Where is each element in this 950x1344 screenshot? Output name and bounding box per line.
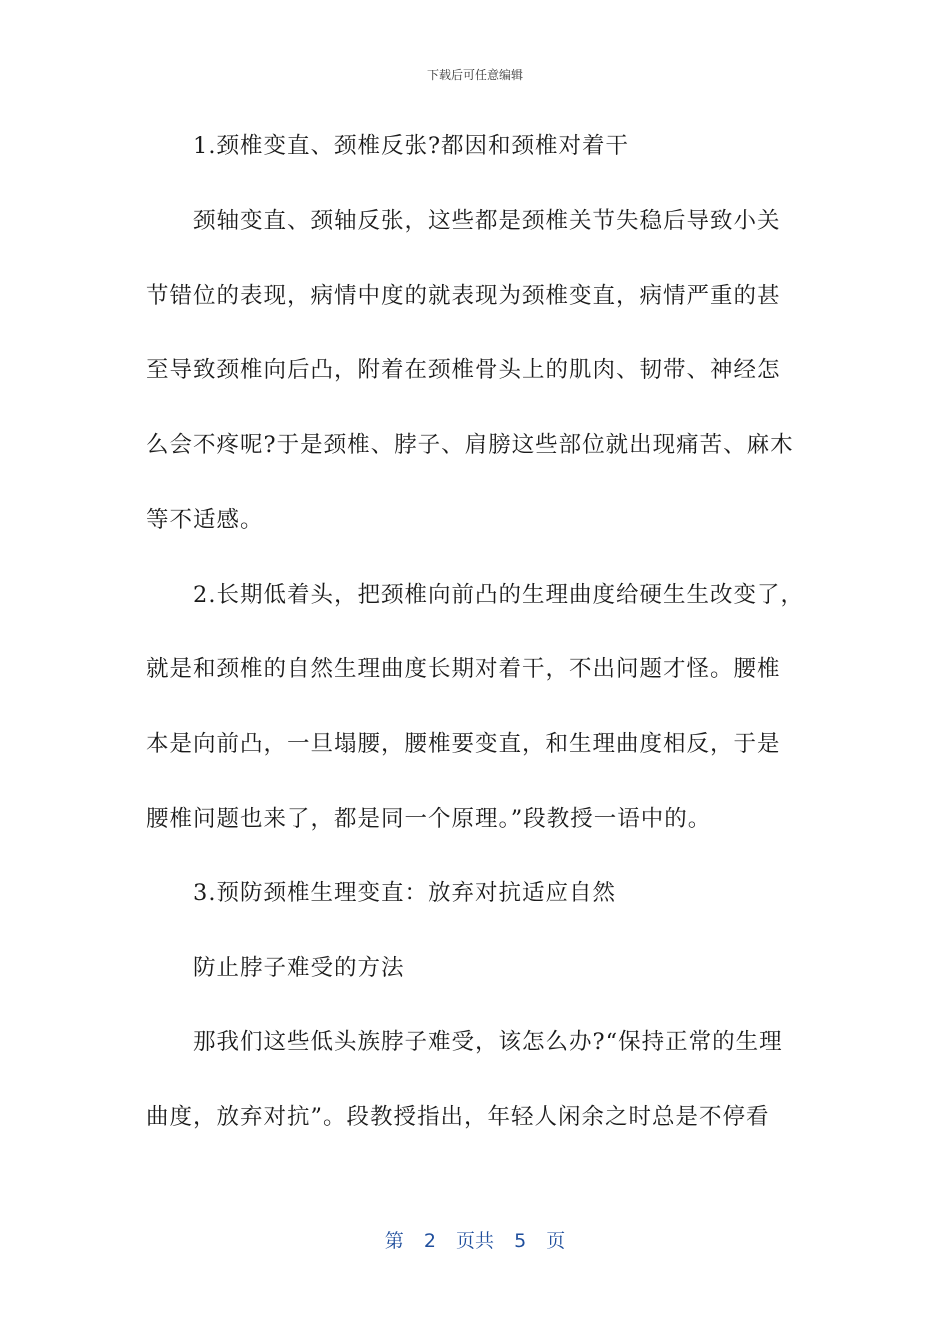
text-line: 1.颈椎变直、颈椎反张?都因和颈椎对着干 [146, 133, 630, 159]
page-number: 第 2 页共 5 页 [384, 1230, 566, 1252]
text-line: 2.长期低着头，把颈椎向前凸的生理曲度给硬生生改变了， [146, 582, 804, 608]
text-line: 等不适感。 [146, 507, 264, 533]
text-line: 么会不疼呢?于是颈椎、脖子、肩膀这些部位就出现痛苦、麻木 [146, 432, 794, 458]
text-line: 节错位的表现，病情中度的就表现为颈椎变直，病情严重的甚 [146, 283, 781, 309]
text-line: 3.预防颈椎生理变直：放弃对抗适应自然 [146, 880, 616, 906]
text-line: 颈轴变直、颈轴反张，这些都是颈椎关节失稳后导致小关 [146, 208, 781, 234]
text-line: 曲度，放弃对抗”。段教授指出，年轻人闲余之时总是不停看 [146, 1104, 770, 1130]
text-line: 就是和颈椎的自然生理曲度长期对着干，不出问题才怪。腰椎 [146, 656, 781, 682]
text-line: 那我们这些低头族脖子难受，该怎么办?“保持正常的生理 [146, 1029, 783, 1055]
text-line: 本是向前凸，一旦塌腰，腰椎要变直，和生理曲度相反，于是 [146, 731, 781, 757]
text-line: 防止脖子难受的方法 [146, 955, 405, 981]
header-note: 下载后可任意编辑 [426, 68, 523, 82]
text-line: 至导致颈椎向后凸，附着在颈椎骨头上的肌肉、韧带、神经怎 [146, 357, 781, 383]
text-line: 腰椎问题也来了，都是同一个原理。”段教授一语中的。 [146, 806, 712, 832]
